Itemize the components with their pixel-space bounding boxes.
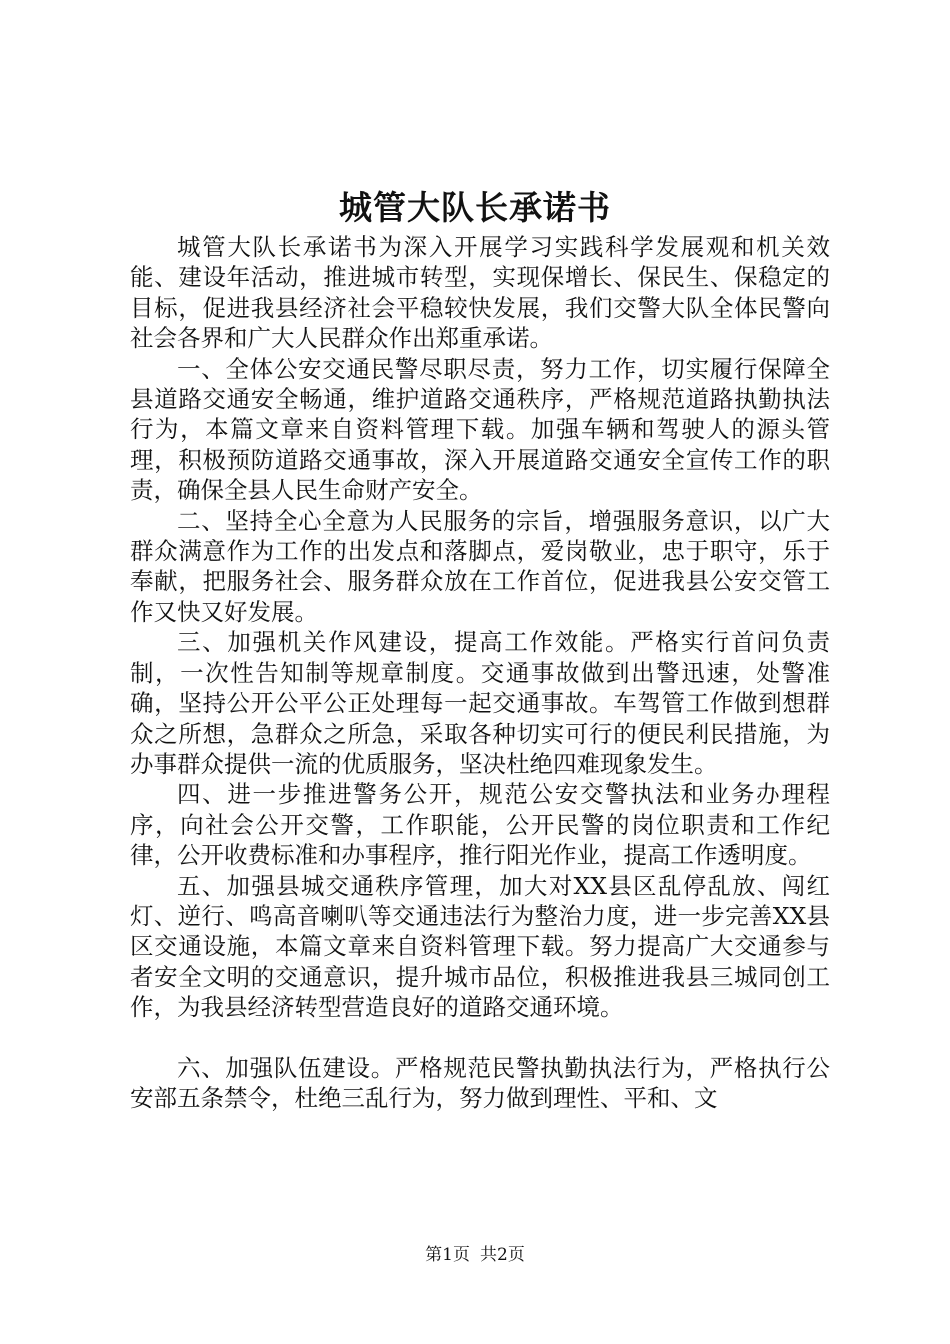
paragraph-item-6: 六、加强队伍建设。严格规范民警执勤执法行为，严格执行公安部五条禁令，杜绝三乱行为，努力做到理性、平和、文 [130, 1053, 830, 1112]
paragraph-item-2: 二、坚持全心全意为人民服务的宗旨，增强服务意识，以广大群众满意作为工作的出发点和落脚点，爱岗敬业，忠于职守，乐于奉献，把服务社会、服务群众放在工作首位，促进我县公安交管工作又快又好发展。 [130, 506, 830, 626]
document-body [130, 232, 830, 1113]
document-title: 城管大队长承诺书 [339, 188, 611, 227]
page-footer [0, 1244, 950, 1266]
paragraph-item-5: 五、加强县城交通秩序管理，加大对XX县区乱停乱放、闯红灯、逆行、鸣高音喇叭等交通违法行为整治力度，进一步完善XX县区交通设施，本篇文章来自资料管理下载。努力提高广大交通参与者安全文明的交通意识，提升城市品位，积极推进我县三城同创工作，为我县经济转型营造良好的道路交通环境。 [130, 871, 830, 1022]
page-number-total: 共2页 [480, 1245, 525, 1265]
paragraph-intro: 城管大队长承诺书为深入开展学习实践科学发展观和机关效能、建设年活动，推进城市转型，实现保增长、保民生、保稳定的目标，促进我县经济社会平稳较快发展，我们交警大队全体民警向社会各界和广大人民群众作出郑重承诺。 [130, 233, 830, 353]
paragraph-item-3: 三、加强机关作风建设，提高工作效能。严格实行首问负责制，一次性告知制等规章制度。交通事故做到出警迅速，处警准确，坚持公开公平公正处理每一起交通事故。车驾管工作做到想群众之所想，急群众之所急，采取各种切实可行的便民利民措施，为办事群众提供一流的优质服务，坚决杜绝四难现象发生。 [130, 628, 830, 778]
paragraph-item-1: 一、全体公安交通民警尽职尽责，努力工作，切实履行保障全县道路交通安全畅通，维护道路交通秩序，严格规范道路执勤执法行为，本篇文章来自资料管理下载。加强车辆和驾驶人的源头管理，积极预防道路交通事故，深入开展道路交通安全宣传工作的职责，确保全县人民生命财产安全。 [130, 354, 830, 505]
paragraph-item-4: 四、进一步推进警务公开，规范公安交警执法和业务办理程序，向社会公开交警，工作职能，公开民警的岗位职责和工作纪律，公开收费标准和办事程序，推行阳光作业，提高工作透明度。 [130, 780, 830, 870]
page-number-current: 第1页 [425, 1245, 470, 1265]
